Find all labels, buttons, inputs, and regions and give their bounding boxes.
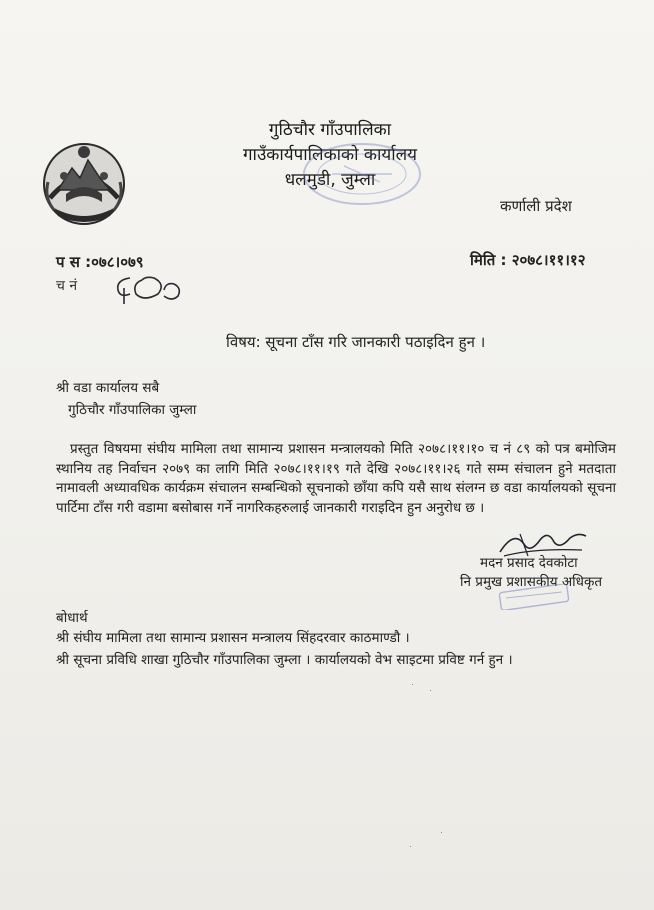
reference-number: प स :०७८।०७९ [56, 253, 144, 271]
addressee-line-1: श्री वडा कार्यालय सबै [56, 380, 160, 396]
letter-body: प्रस्तुत विषयमा संघीय मामिला तथा सामान्य प्रशासन मन्त्रालयको मिति २०७८।११।१० च नं ८९ को पत्र बमोजिम स्थानिय तह निर्वाचन २०७९ का लागि मिति २०७८।११।१९ गते देखि २०७८।११।२६ गते सम्म संचालन हुने मतदाता नामावली अध्यावधिक कार्यक्रम संचालन सम्बन्धिको सूचनाको छाँया कपि यसै साथ संलग्न छ वडा कार्यालयको सूचना पार्टिमा टाँस गरी वडामा बसोबास गर्ने नागरिकहरुलाई जानकारी गराइदिन हुन अनुरोध छ । [56, 441, 616, 516]
office-stamp-icon [292, 132, 432, 212]
scan-speck [412, 684, 413, 685]
cc-item: श्री सूचना प्रविधि शाखा गुठिचौर गाँउपालिका जुम्ला । कार्यालयको वेभ साइटमा प्रविष्ट गर्न हुन । [56, 652, 513, 668]
government-emblem-icon [40, 138, 128, 226]
handwritten-dispatch-number-icon [102, 270, 192, 306]
office-location: धलमुडी, जुम्ला [284, 170, 376, 190]
signatory-name: मदन प्रसाद देवकोटा [480, 555, 578, 571]
province-name: कर्णाली प्रदेश [500, 197, 572, 215]
dispatch-label: च नं [56, 278, 78, 294]
scan-speck [410, 846, 411, 847]
scan-speck [441, 832, 442, 833]
cc-heading: बोधार्थ [56, 610, 88, 626]
letter-date: मिति : २०७८।११।१२ [470, 251, 586, 269]
signatory-stamp-icon [498, 584, 570, 610]
scan-speck [430, 690, 431, 691]
signatory-title: नि प्रमुख प्रशासकीय अधिकृत [460, 574, 603, 590]
cc-item: श्री संघीय मामिला तथा सामान्य प्रशासन मन्त्रालय सिंहदरवार काठमाण्डौ । [56, 630, 410, 646]
addressee-line-2: गुठिचौर गाँउपालिका जुम्ला [68, 402, 197, 418]
letter-subject: विषय: सूचना टाँस गरि जानकारी पठाइदिन हुन । [226, 333, 486, 351]
municipality-name: गुठिचौर गाँउपालिका [268, 120, 392, 140]
office-name: गाउँकार्यपालिकाको कार्यालय [242, 145, 418, 165]
